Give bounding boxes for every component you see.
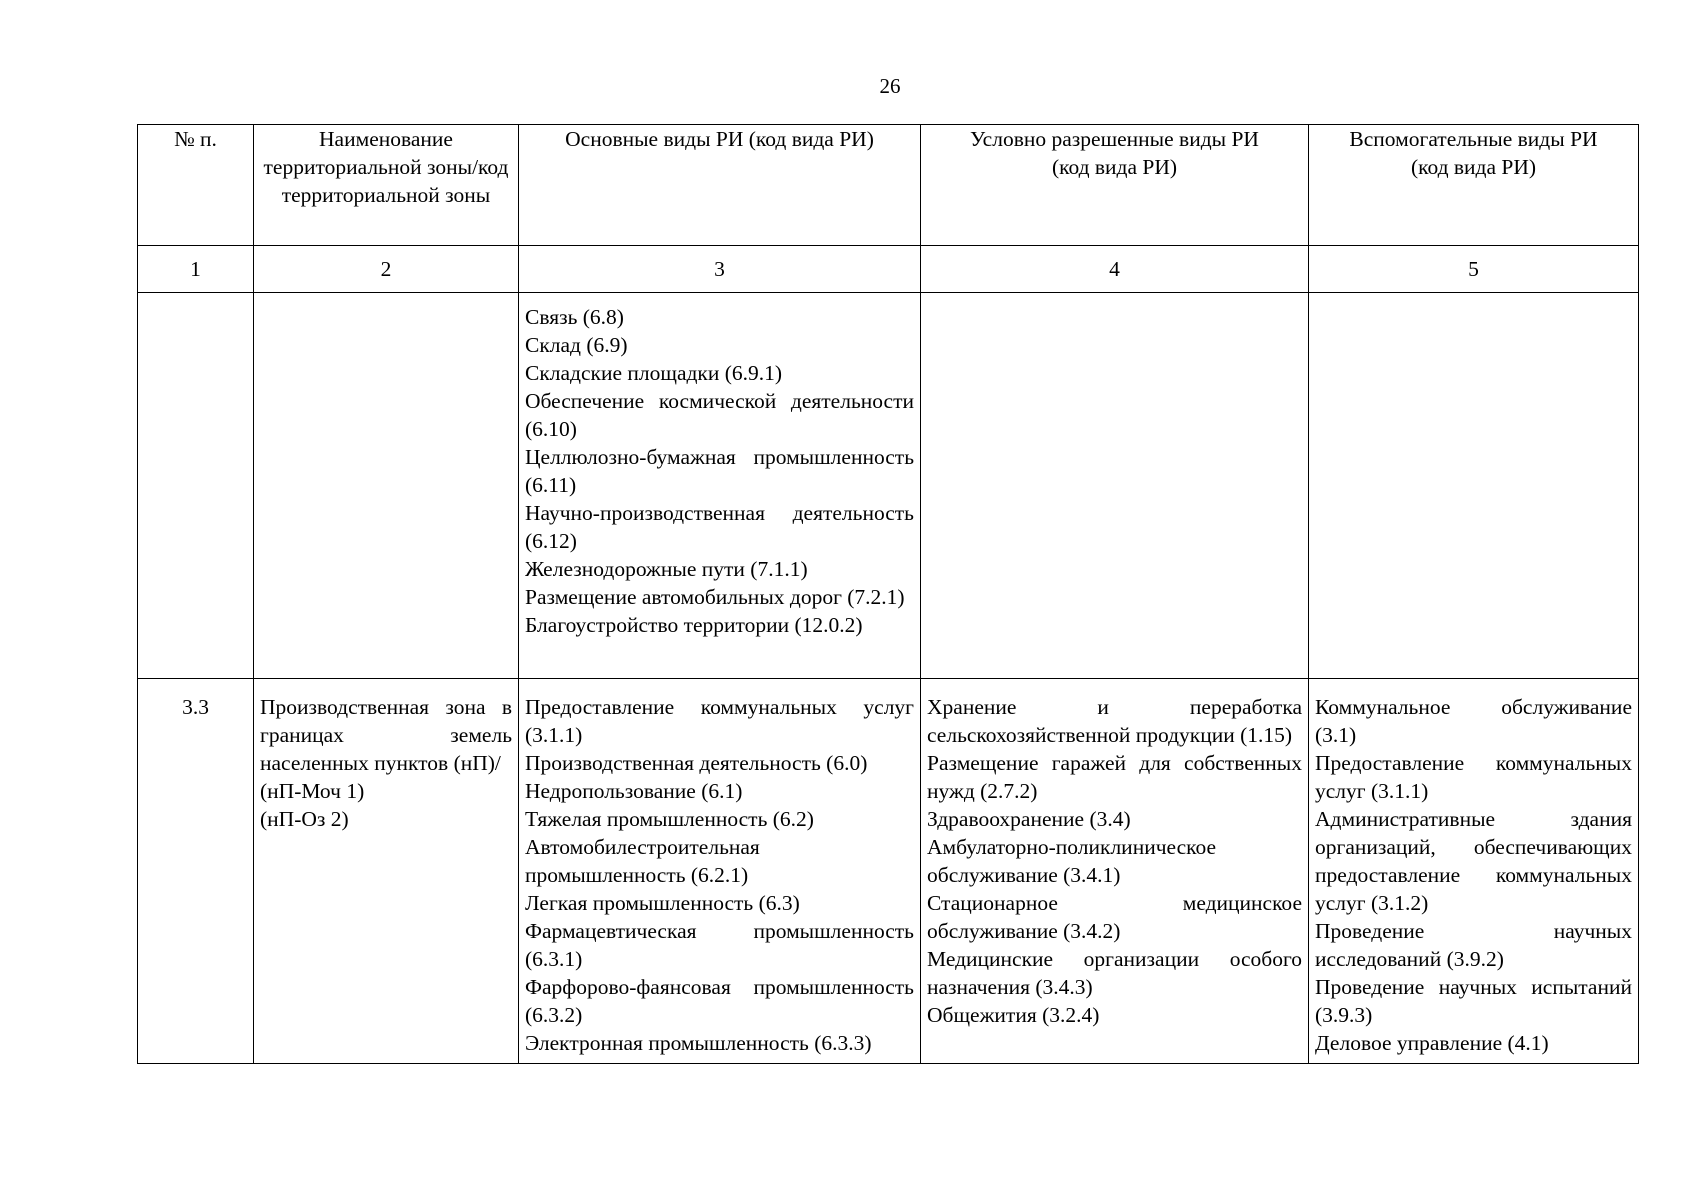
use-item: Склад (6.9) (525, 333, 628, 357)
use-item: Научно-производственная деятельность (6.12) (525, 501, 914, 553)
column-number: 1 (138, 246, 254, 293)
zone-row-3-3 (138, 679, 1639, 1064)
column-number-row (138, 246, 1639, 293)
use-item: Общежития (3.2.4) (927, 1003, 1100, 1027)
zone-code-line: (нП-Оз 2) (260, 807, 349, 831)
use-item: Производственная деятельность (6.0) (525, 751, 868, 775)
header-auxiliary-uses: Вспомогательные виды РИ (код вида РИ) (1309, 125, 1639, 246)
use-item: Коммунальное обслуживание (3.1) (1315, 695, 1632, 747)
row-number-cell (138, 293, 254, 679)
use-item: Амбулаторно-поликлиническое обслуживание (3.4.1) (927, 835, 1217, 887)
zone-name-line: Производственная зона в границах земель населенных пунктов (нП)/ (260, 695, 512, 775)
use-item: Здравоохранение (3.4) (927, 807, 1131, 831)
column-number: 4 (921, 246, 1309, 293)
use-item: Связь (6.8) (525, 305, 624, 329)
zone-name-cell (254, 293, 519, 679)
use-item: Предоставление коммунальных услуг (3.1.1) (525, 695, 914, 747)
use-item: Складские площадки (6.9.1) (525, 361, 783, 385)
zoning-table (137, 124, 1639, 1064)
column-number: 3 (519, 246, 921, 293)
use-item: Предоставление коммунальных услуг (3.1.1) (1315, 751, 1632, 803)
use-item: Железнодорожные пути (7.1.1) (525, 557, 808, 581)
use-item: Фармацевтическая промышленность (6.3.1) (525, 919, 914, 971)
column-number: 2 (254, 246, 519, 293)
use-item: Хранение и переработка сельскохозяйственной продукции (1.15) (927, 695, 1302, 747)
conditional-uses-cell (921, 293, 1309, 679)
auxiliary-uses-cell (1309, 293, 1639, 679)
column-number: 5 (1309, 246, 1639, 293)
header-zone-name: Наименование территориальной зоны/код территориальной зоны (254, 125, 519, 246)
header-row (138, 125, 1639, 246)
use-item: Деловое управление (4.1) (1315, 1031, 1549, 1055)
use-item: Обеспечение космической деятельности (6.10) (525, 389, 914, 441)
header-main-uses: Основные виды РИ (код вида РИ) (519, 125, 921, 246)
use-item: Тяжелая промышленность (6.2) (525, 807, 814, 831)
use-item: Административные здания организаций, обеспечивающих предоставление коммунальных услуг (3.1.2) (1315, 807, 1632, 915)
use-item: Размещение гаражей для собственных нужд (2.7.2) (927, 751, 1302, 803)
use-item: Проведение научных испытаний (3.9.3) (1315, 975, 1632, 1027)
use-item: Медицинские организации особого назначения (3.4.3) (927, 947, 1302, 999)
use-item: Благоустройство территории (12.0.2) (525, 613, 863, 637)
use-item: Легкая промышленность (6.3) (525, 891, 800, 915)
header-conditional-uses: Условно разрешенные виды РИ (код вида РИ) (921, 125, 1309, 246)
use-item: Проведение научных исследований (3.9.2) (1315, 919, 1632, 971)
header-number: № п. (138, 125, 254, 246)
use-item: Фарфорово-фаянсовая промышленность (6.3.2) (525, 975, 914, 1027)
page-number: 26 (879, 74, 901, 98)
auxiliary-uses-cell (1309, 679, 1639, 1064)
use-item: Размещение автомобильных дорог (7.2.1) (525, 585, 905, 609)
use-item: Недропользование (6.1) (525, 779, 743, 803)
use-item: Целлюлозно-бумажная промышленность (6.11) (525, 445, 914, 497)
zone-code-line: (нП-Моч 1) (260, 779, 365, 803)
use-item: Электронная промышленность (6.3.3) (525, 1031, 872, 1055)
main-uses-cell (519, 293, 921, 679)
use-item: Стационарное медицинское обслуживание (3.4.2) (927, 891, 1302, 943)
use-item: Автомобилестроительная промышленность (6.2.1) (525, 835, 760, 887)
zone-name-cell (254, 679, 519, 1064)
continuation-row (138, 293, 1639, 679)
conditional-uses-cell (921, 679, 1309, 1064)
main-uses-cell (519, 679, 921, 1064)
row-number-cell: 3.3 (138, 679, 254, 1064)
